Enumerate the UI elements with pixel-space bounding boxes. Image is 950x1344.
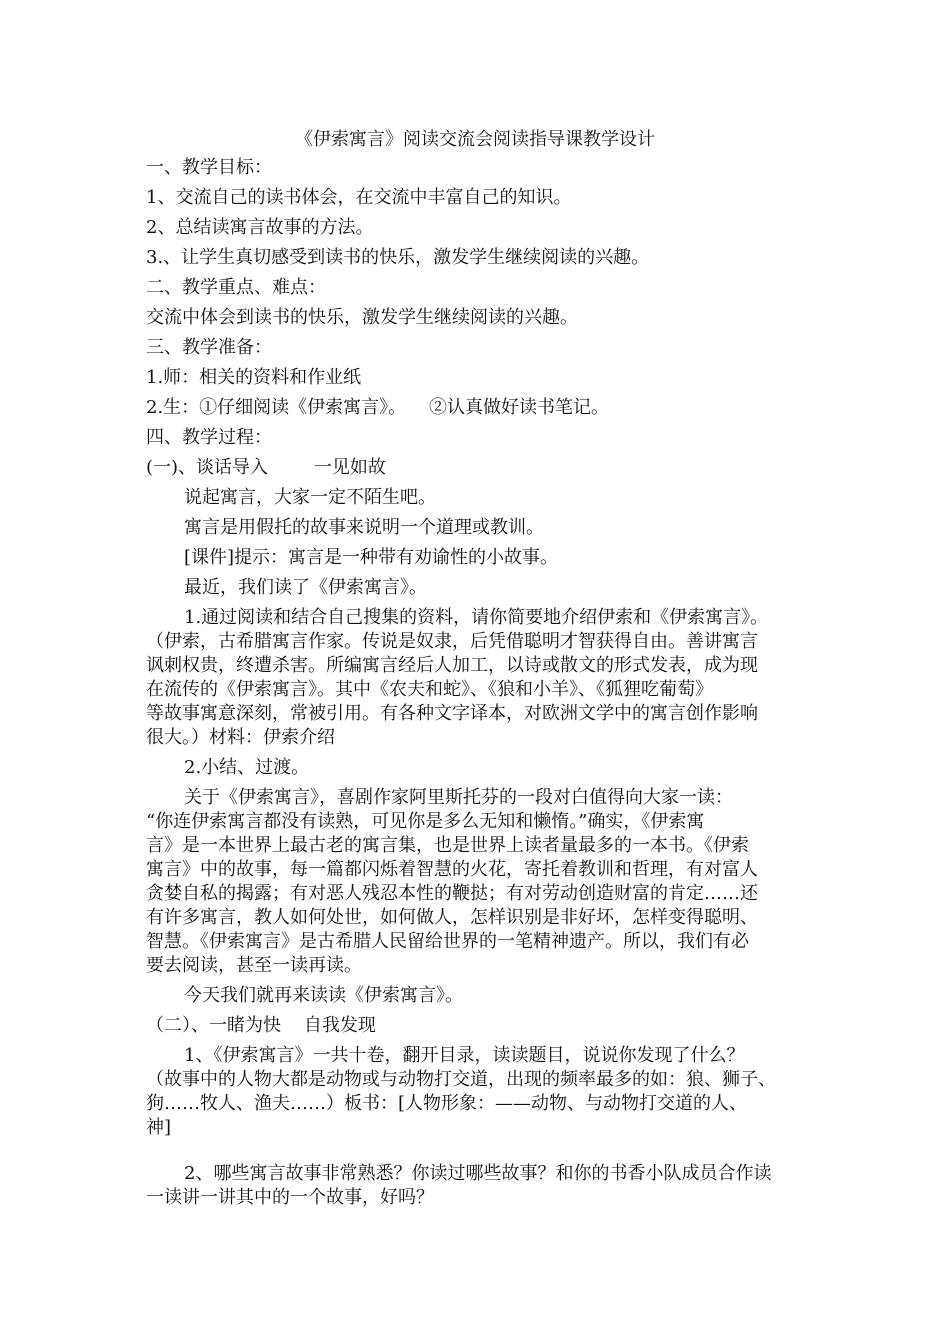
paragraph-line: 贪婪自私的揭露；有对恶人残忍本性的鞭挞；有对劳动创造财富的肯定……还 xyxy=(146,883,758,904)
paragraph-line: 要去阅读，甚至一读再读。 xyxy=(146,955,362,976)
part2-heading: （二）、一睹为快 自我发现 xyxy=(146,1015,376,1036)
paragraph-line: 有许多寓言，教人如何处世，如何做人，怎样识别是非好坏，怎样变得聪明、 xyxy=(146,907,758,928)
section-heading-preparation: 三、教学准备： xyxy=(146,337,272,358)
key-points-text: 交流中体会到读书的快乐，激发学生继续阅读的兴趣。 xyxy=(146,307,578,328)
intro-line: [课件]提示：寓言是一种带有劝谕性的小故事。 xyxy=(184,547,559,568)
paragraph-line: 很大。）材料：伊索介绍 xyxy=(146,727,335,748)
paragraph-line: 1、《伊索寓言》一共十卷，翻开目录，读读题目，说说你发现了什么？ xyxy=(184,1045,745,1066)
intro-line: 最近，我们读了《伊索寓言》。 xyxy=(184,577,427,598)
paragraph-line: 讽刺权贵，终遭杀害。所编寓言经后人加工，以诗或散文的形式发表，成为现 xyxy=(146,655,758,676)
catalog-paragraph xyxy=(146,1044,812,1140)
paragraph-line: （故事中的人物大都是动物或与动物打交道，出现的频率最多的如：狼、狮子、 xyxy=(146,1069,776,1090)
document-title: 《伊索寓言》阅读交流会阅读指导课教学设计 xyxy=(295,129,655,150)
story-sharing-paragraph xyxy=(146,1162,812,1210)
closing-line: 今天我们就再来读读《伊索寓言》。 xyxy=(184,985,463,1006)
paragraph-line: 2、哪些寓言故事非常熟悉？你读过哪些故事？和你的书香小队成员合作读 xyxy=(184,1163,772,1184)
section-heading-goals: 一、教学目标： xyxy=(146,157,272,178)
goal-item: 1、交流自己的读书体会，在交流中丰富自己的知识。 xyxy=(146,187,572,208)
summary-line: 2.小结、过渡。 xyxy=(184,757,310,778)
intro-line: 寓言是用假托的故事来说明一个道理或教训。 xyxy=(184,517,544,538)
paragraph-line: “你连伊索寓言都没有读熟，可见你是多么无知和懒惰。”确实，《伊索寓 xyxy=(146,811,705,832)
paragraph-line: 神] xyxy=(146,1117,172,1138)
paragraph-line: 狗……牧人、渔夫……）板书：[人物形象：——动物、与动物打交道的人、 xyxy=(146,1093,748,1114)
paragraph-line: 等故事寓意深刻，常被引用。有各种文字译本，对欧洲文学中的寓言创作影响 xyxy=(146,703,758,724)
section-heading-process: 四、教学过程： xyxy=(146,427,272,448)
paragraph-line: （伊索，古希腊寓言作家。传说是奴隶，后凭借聪明才智获得自由。善讲寓言 xyxy=(146,631,758,652)
paragraph-line: 1.通过阅读和结合自己搜集的资料，请你简要地介绍伊索和《伊索寓言》。 xyxy=(184,607,769,628)
paragraph-line: 一读讲一讲其中的一个故事，好吗？ xyxy=(146,1187,434,1208)
paragraph-line: 言》是一本世界上最古老的寓言集，也是世界上读者量最多的一本书。《伊索 xyxy=(146,835,749,856)
paragraph-line: 寓言》中的故事，每一篇都闪烁着智慧的火花，寄托着教训和哲理，有对富人 xyxy=(146,859,758,880)
document-body xyxy=(146,156,812,1216)
intro-line: 说起寓言，大家一定不陌生吧。 xyxy=(184,487,436,508)
paragraph-line: 关于《伊索寓言》，喜剧作家阿里斯托芬的一段对白值得向大家一读： xyxy=(184,787,733,808)
goal-item: 2、总结读寓言故事的方法。 xyxy=(146,217,374,238)
goal-item: 3.、让学生真切感受到读书的快乐，激发学生继续阅读的兴趣。 xyxy=(146,247,650,268)
aesop-value-paragraph xyxy=(146,786,812,978)
preparation-item: 1.师：相关的资料和作业纸 xyxy=(146,367,362,388)
paragraph-line: 在流传的《伊索寓言》。其中《农夫和蛇》、《狼和小羊》、《狐狸吃葡萄》 xyxy=(146,679,713,700)
part1-heading: (一)、谈话导入 一见如故 xyxy=(146,457,386,478)
section-heading-key-points: 二、教学重点、难点： xyxy=(146,277,326,298)
preparation-item: 2.生：①仔细阅读《伊索寓言》。 ②认真做好读书笔记。 xyxy=(146,397,610,418)
paragraph-line: 智慧。《伊索寓言》是古希腊人民留给世界的一笔精神遗产。所以，我们有必 xyxy=(146,931,749,952)
aesop-intro-paragraph xyxy=(146,606,812,750)
